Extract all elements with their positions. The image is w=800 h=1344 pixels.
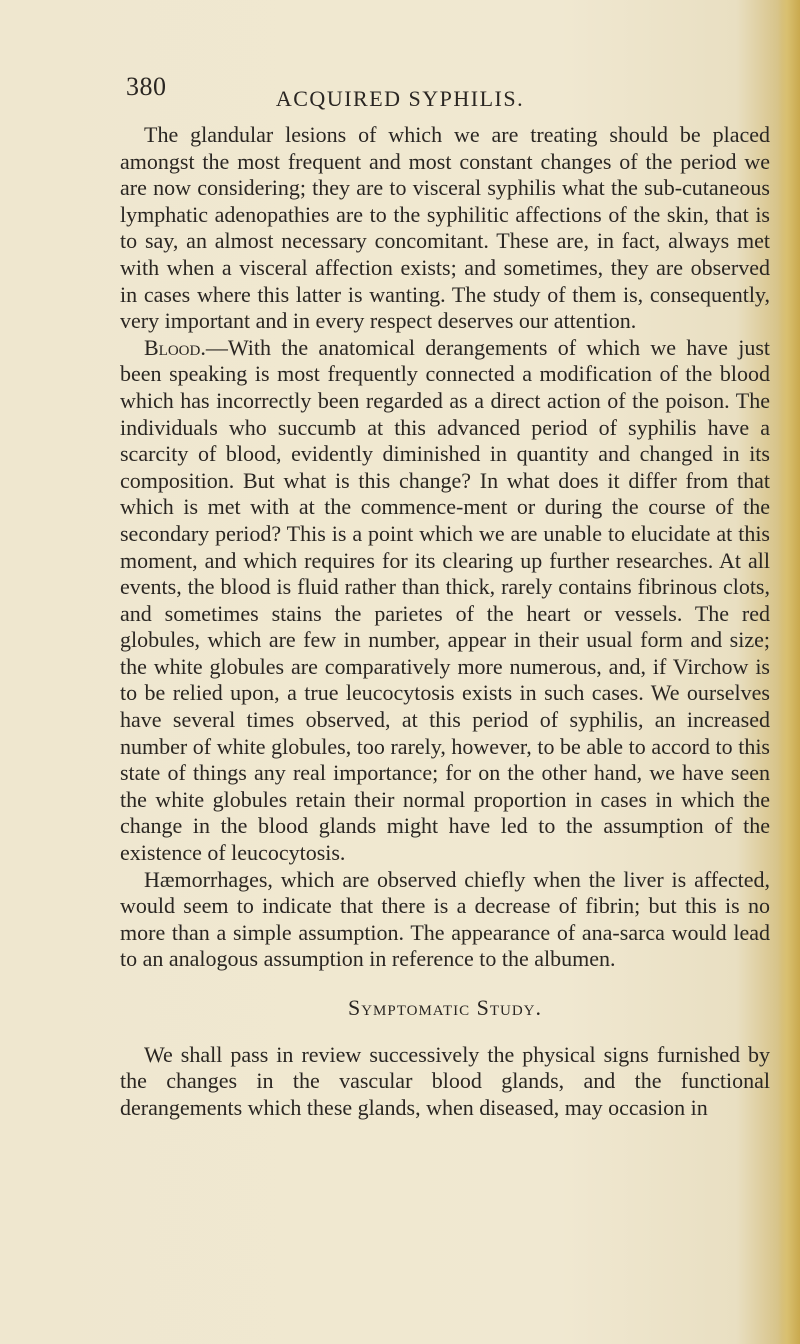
running-head: ACQUIRED SYPHILIS.	[275, 86, 525, 111]
section-heading: Symptomatic Study.	[347, 995, 543, 1020]
paragraph-review: We shall pass in review successively the physical signs furnished by the changes in the vascular blood glands, and the functional derangements which these glands, when diseased, may occasion in	[120, 1041, 770, 1120]
body-text	[120, 122, 770, 1121]
paragraph-haemorrhages: Hæmorrhages, which are observed chiefly when the liver is affected, would seem to indicate that there is a decrease of fibrin; but this is no more than a simple assumption. The appearance of ana-sarca would lead to an analogous assumption in reference to the albumen.	[120, 866, 770, 972]
page-edge-discoloration	[778, 0, 800, 1344]
page-number: 380	[126, 72, 167, 101]
paragraph-glandular-lesions: The glandular lesions of which we are treating should be placed amongst the most frequent and most constant changes of the period we are now considering; they are to visceral syphilis what the sub-cutaneous lymphatic adenopathies are to the syphilitic affections of the skin, that is to say, an almost necessary concomitant. These are, in fact, always met with when a visceral affection exists; and sometimes, they are observed in cases where this latter is wanting. The study of them is, consequently, very important and in every respect deserves our attention.	[120, 122, 770, 334]
paragraph-blood	[120, 335, 770, 867]
paragraph-blood-text: —With the anatomical derangements of which we have just been speaking is most frequently connected a modification of the blood which has incorrectly been regarded as a direct action of the poison. The individuals who succumb at this advanced period of syphilis have a scarcity of blood, evidently diminished in quantity and changed in its composition. But what is this change? In what does it differ from that which is met with at the commence-ment or during the course of the secondary period? This is a point which we are unable to elucidate at this moment, and which requires for its clearing up further researches. At all events, the blood is fluid rather than thick, rarely contains fibrinous clots, and sometimes stains the parietes of the heart or vessels. The red globules, which are few in number, appear in their usual form and size; the white globules are comparatively more numerous, and, if Virchow is to be relied upon, a true leucocytosis exists in such cases. We ourselves have several times observed, at this period of syphilis, an increased number of white globules, too rarely, however, to be able to accord to this state of things any real importance; for on the other hand, we have seen the white globules retain their normal proportion in cases in which the change in the blood glands might have led to the assumption of the existence of leucocytosis.	[120, 334, 770, 866]
paragraph-lead-blood: Blood.	[144, 334, 206, 360]
